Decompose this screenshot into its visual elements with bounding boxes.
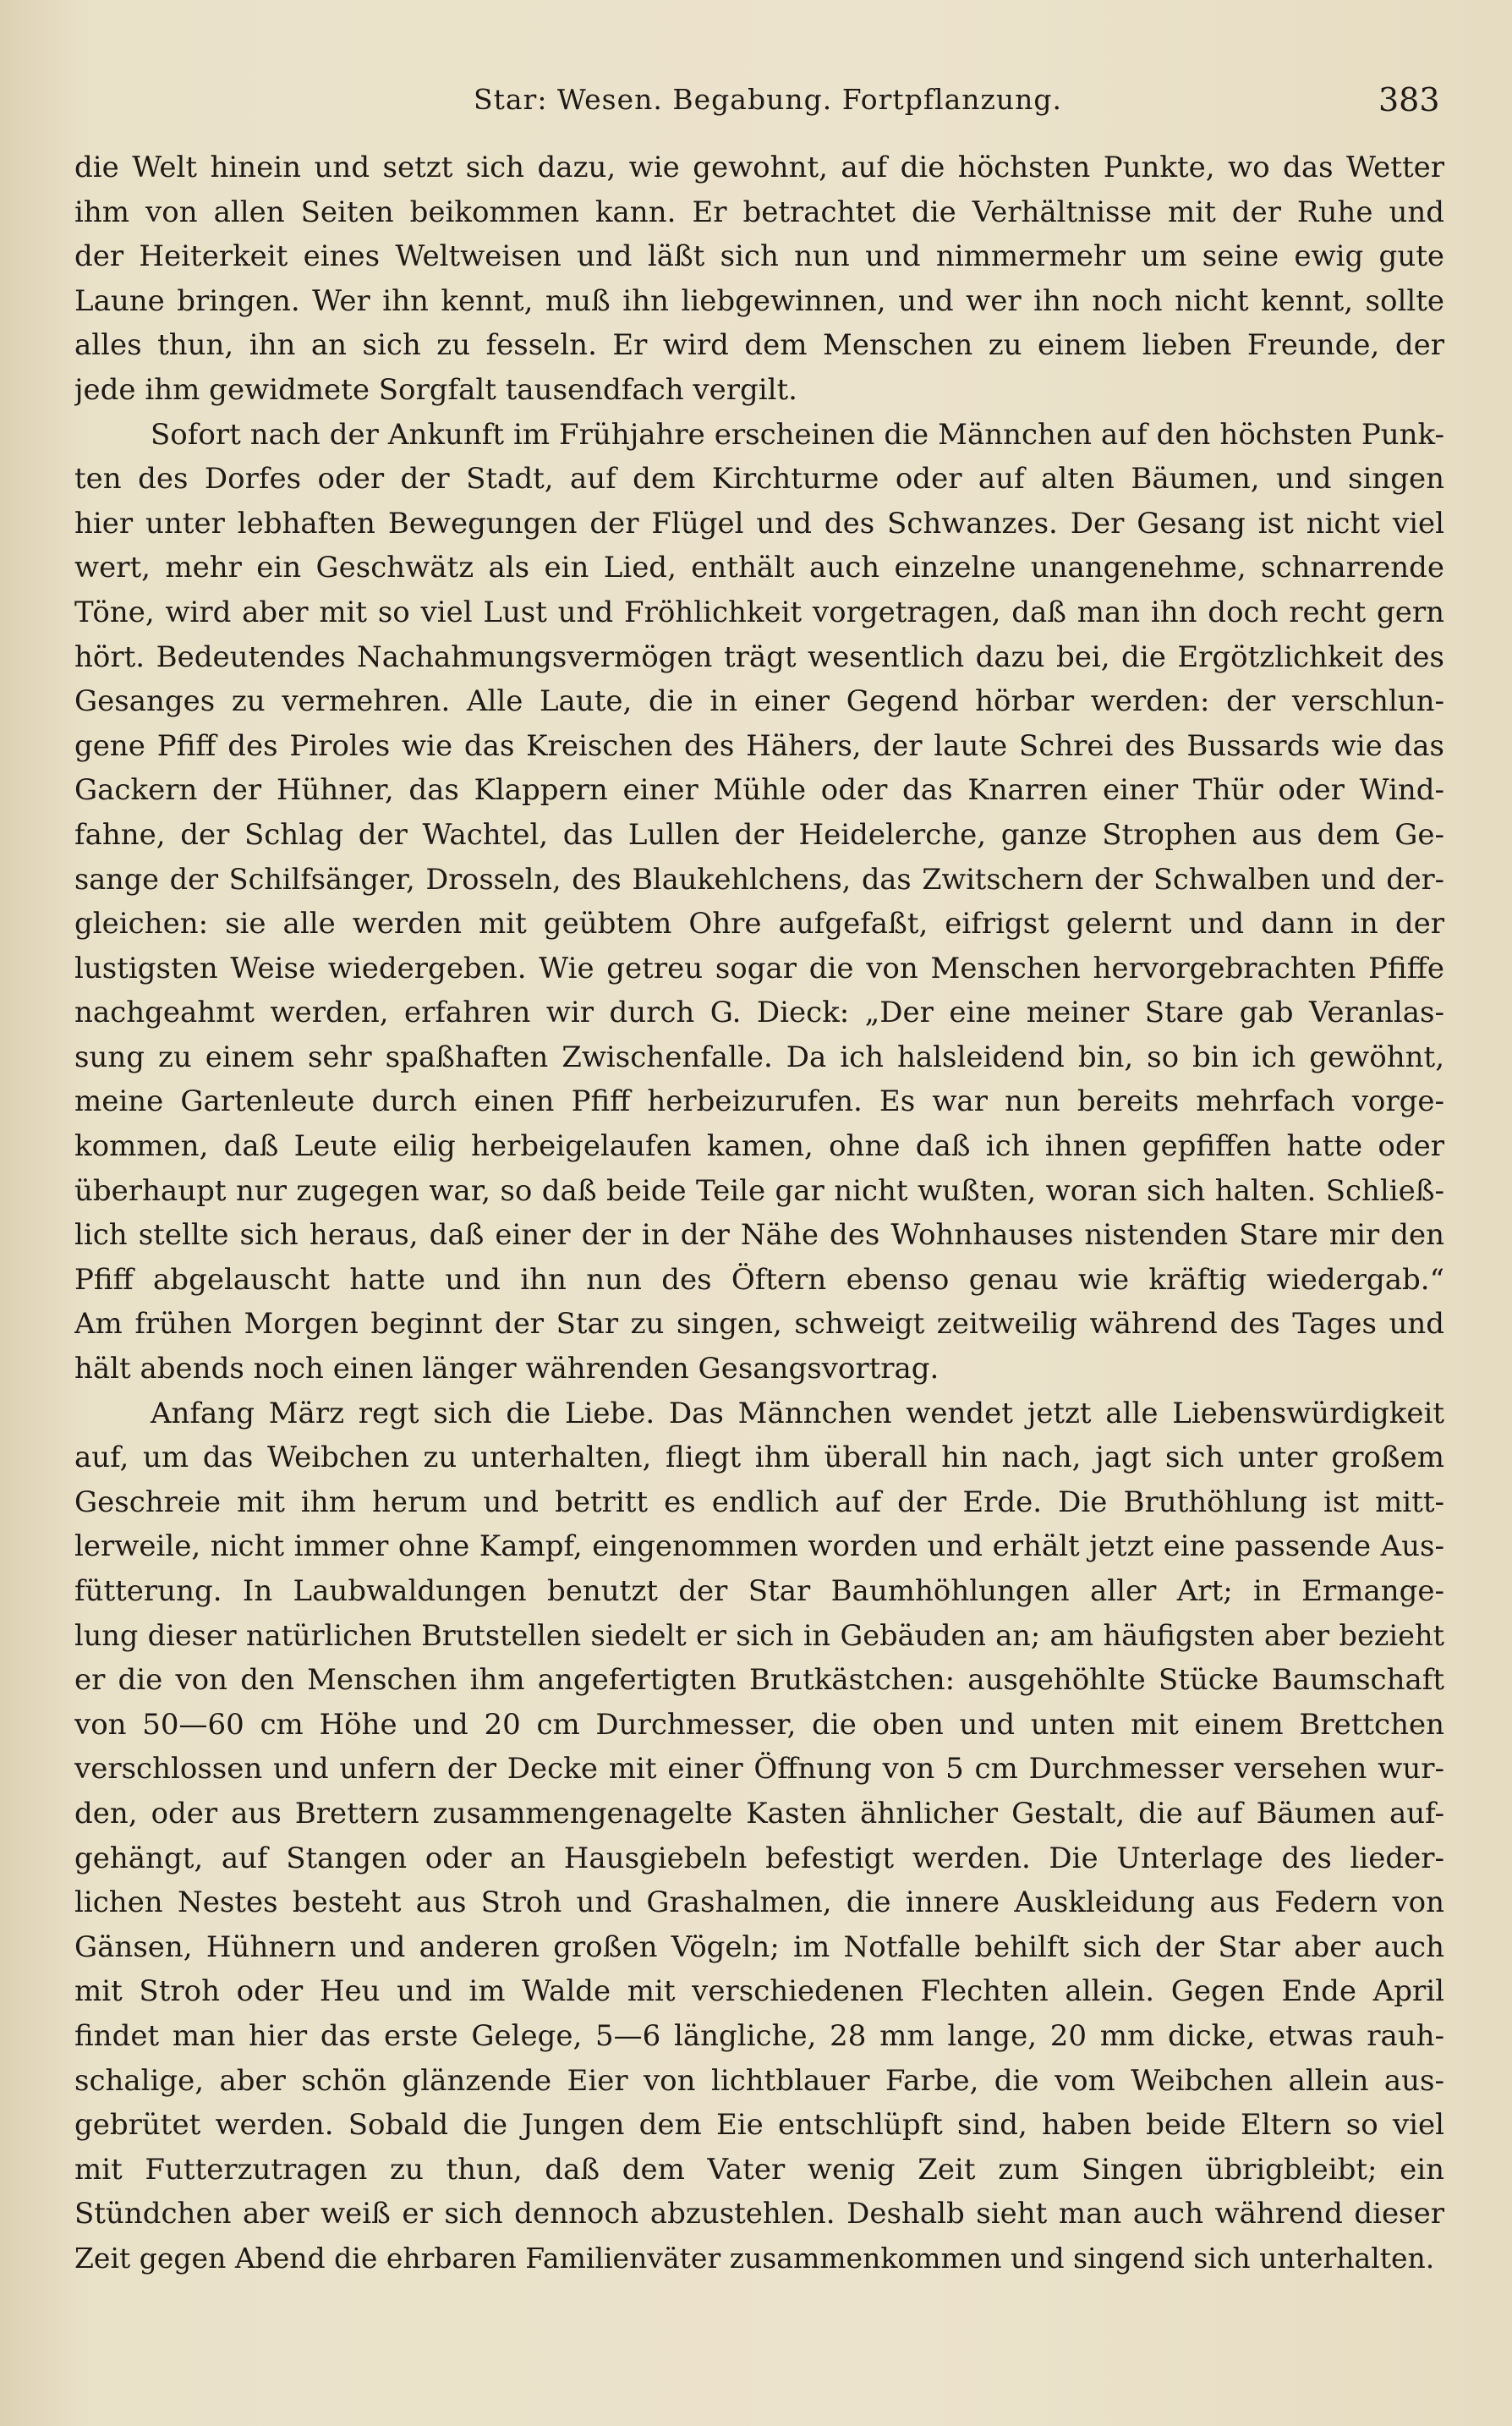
text-line: Laune bringen. Wer ihn kennt, muß ihn liebgewinnen, und wer ihn noch nicht kennt, sollte <box>74 283 1444 318</box>
text-line: wert, mehr ein Geschwätz als ein Lied, enthält auch einzelne unangenehme, schnarrende <box>74 551 1444 585</box>
text-line: der Heiterkeit eines Weltweisen und läßt sich nun und nimmermehr um seine ewig gute <box>74 239 1444 274</box>
page-number: 383 <box>1378 81 1440 118</box>
text-line: den, oder aus Brettern zusammengenagelte Kasten ähnlicher Gestalt, die auf Bäumen auf- <box>74 1796 1444 1830</box>
text-line: mit Stroh oder Heu und im Walde mit verschiedenen Flechten allein. Gegen Ende April <box>74 1974 1444 2009</box>
text-line: schalige, aber schön glänzende Eier von lichtblauer Farbe, die vom Weibchen allein aus- <box>74 2063 1444 2098</box>
text-line: lung dieser natürlichen Brutstellen siedelt er sich in Gebäuden an; am häufigsten aber bezieht <box>74 1618 1444 1652</box>
text-line: nachgeahmt werden, erfahren wir durch G. Dieck: „Der eine meiner Stare gab Veranlas- <box>74 996 1444 1030</box>
running-head: Star: Wesen. Begabung. Fortpflanzung. <box>474 83 1063 116</box>
text-line: hier unter lebhaften Bewegungen der Flügel und des Schwanzes. Der Gesang ist nicht viel <box>74 506 1444 541</box>
text-line: lustigsten Weise wiedergeben. Wie getreu sogar die von Menschen hervorgebrachten Pfiffe <box>74 951 1444 985</box>
text-line: hält abends noch einen länger währenden Gesangsvortrag. <box>74 1352 940 1386</box>
text-line: verschlossen und unfern der Decke mit einer Öffnung von 5 cm Durchmesser versehen wur- <box>74 1752 1444 1787</box>
text-line: meine Gartenleute durch einen Pfiff herbeizurufen. Es war nun bereits mehrfach vorge- <box>74 1084 1444 1119</box>
text-line: Gesanges zu vermehren. Alle Laute, die in einer Gegend hörbar werden: der verschlun- <box>74 684 1444 719</box>
body-text <box>74 145 1444 2281</box>
text-line: von 50—60 cm Höhe und 20 cm Durchmesser, die oben und unten mit einem Brettchen <box>74 1707 1444 1742</box>
text-line: Anfang März regt sich die Liebe. Das Männchen wendet jetzt alle Liebenswürdigkeit <box>151 1396 1444 1430</box>
text-line: lichen Nestes besteht aus Stroh und Grashalmen, die innere Auskleidung aus Federn von <box>74 1885 1444 1920</box>
text-line: fahne, der Schlag der Wachtel, das Lullen der Heidelerche, ganze Strophen aus dem Ge- <box>74 817 1444 852</box>
text-line: ihm von allen Seiten beikommen kann. Er betrachtet die Verhältnisse mit der Ruhe und <box>74 195 1444 229</box>
text-line: er die von den Menschen ihm angefertigten Brutkästchen: ausgehöhlte Stücke Baumschaft <box>74 1663 1444 1698</box>
text-line: Pfiff abgelauscht hatte und ihn nun des Öftern ebenso genau wie kräftig wiedergab.“ <box>74 1262 1444 1297</box>
text-line: lich stellte sich heraus, daß einer der in der Nähe des Wohnhauses nistenden Stare mir den <box>74 1218 1444 1253</box>
text-line: die Welt hinein und setzt sich dazu, wie gewohnt, auf die höchsten Punkte, wo das Wetter <box>74 151 1444 184</box>
text-line: Töne, wird aber mit so viel Lust und Fröhlichkeit vorgetragen, daß man ihn doch recht gern <box>74 595 1444 629</box>
text-line: gebrütet werden. Sobald die Jungen dem Eie entschlüpft sind, haben beide Eltern so viel <box>74 2108 1444 2143</box>
text-line: sung zu einem sehr spaßhaften Zwischenfalle. Da ich halsleidend bin, so bin ich gewöhnt, <box>74 1040 1444 1074</box>
text-line: gene Pfiff des Piroles wie das Kreischen des Hähers, der laute Schrei des Bussards wie das <box>74 728 1444 763</box>
text-line: auf, um das Weibchen zu unterhalten, fliegt ihm überall hin nach, jagt sich unter großem <box>74 1441 1444 1475</box>
text-line: Stündchen aber weiß er sich dennoch abzustehlen. Deshalb sieht man auch während dieser <box>74 2197 1444 2231</box>
text-line: mit Futterzutragen zu thun, daß dem Vater wenig Zeit zum Singen übrigbleibt; ein <box>74 2152 1444 2187</box>
text-line: überhaupt nur zugegen war, so daß beide Teile gar nicht wußten, woran sich halten. Schließ- <box>74 1173 1444 1208</box>
text-line: Geschreie mit ihm herum und betritt es endlich auf der Erde. Die Bruthöhlung ist mitt- <box>74 1485 1444 1519</box>
text-line: gleichen: sie alle werden mit geübtem Ohre aufgefaßt, eifrigst gelernt und dann in der <box>74 907 1444 941</box>
text-line: Gackern der Hühner, das Klappern einer Mühle oder das Knarren einer Thür oder Wind- <box>74 773 1444 808</box>
text-line: Am frühen Morgen beginnt der Star zu singen, schweigt zeitweilig während des Tages und <box>74 1307 1444 1342</box>
text-line: ten des Dorfes oder der Stadt, auf dem Kirchturme oder auf alten Bäumen, und singen <box>74 462 1444 497</box>
text-line: findet man hier das erste Gelege, 5—6 längliche, 28 mm lange, 20 mm dicke, etwas rauh- <box>74 2018 1444 2053</box>
text-line: lerweile, nicht immer ohne Kampf, eingenommen worden und erhält jetzt eine passende Aus- <box>74 1529 1444 1564</box>
text-line: Sofort nach der Ankunft im Frühjahre erscheinen die Männchen auf den höchsten Punk- <box>151 417 1444 452</box>
text-line: hört. Bedeutendes Nachahmungsvermögen trägt wesentlich dazu bei, die Ergötzlichkeit des <box>74 639 1444 674</box>
text-line: fütterung. In Laubwaldungen benutzt der Star Baumhöhlungen aller Art; in Ermange- <box>74 1574 1444 1608</box>
text-line: Zeit gegen Abend die ehrbaren Familienväter zusammenkommen und singend sich unterhalten. <box>74 2241 1435 2275</box>
text-line: jede ihm gewidmete Sorgfalt tausendfach vergilt. <box>74 372 797 407</box>
text-line: gehängt, auf Stangen oder an Hausgiebeln befestigt werden. Die Unterlage des lieder- <box>74 1841 1444 1875</box>
text-line: alles thun, ihn an sich zu fesseln. Er wird dem Menschen zu einem lieben Freunde, der <box>74 328 1444 363</box>
text-line: kommen, daß Leute eilig herbeigelaufen kamen, ohne daß ich ihnen gepfiffen hatte oder <box>74 1129 1444 1164</box>
text-line: Gänsen, Hühnern und anderen großen Vögeln; im Notfalle behilft sich der Star aber auch <box>74 1929 1444 1964</box>
text-line: sange der Schilfsänger, Drosseln, des Blaukehlchens, das Zwitschern der Schwalben und der- <box>74 862 1444 896</box>
